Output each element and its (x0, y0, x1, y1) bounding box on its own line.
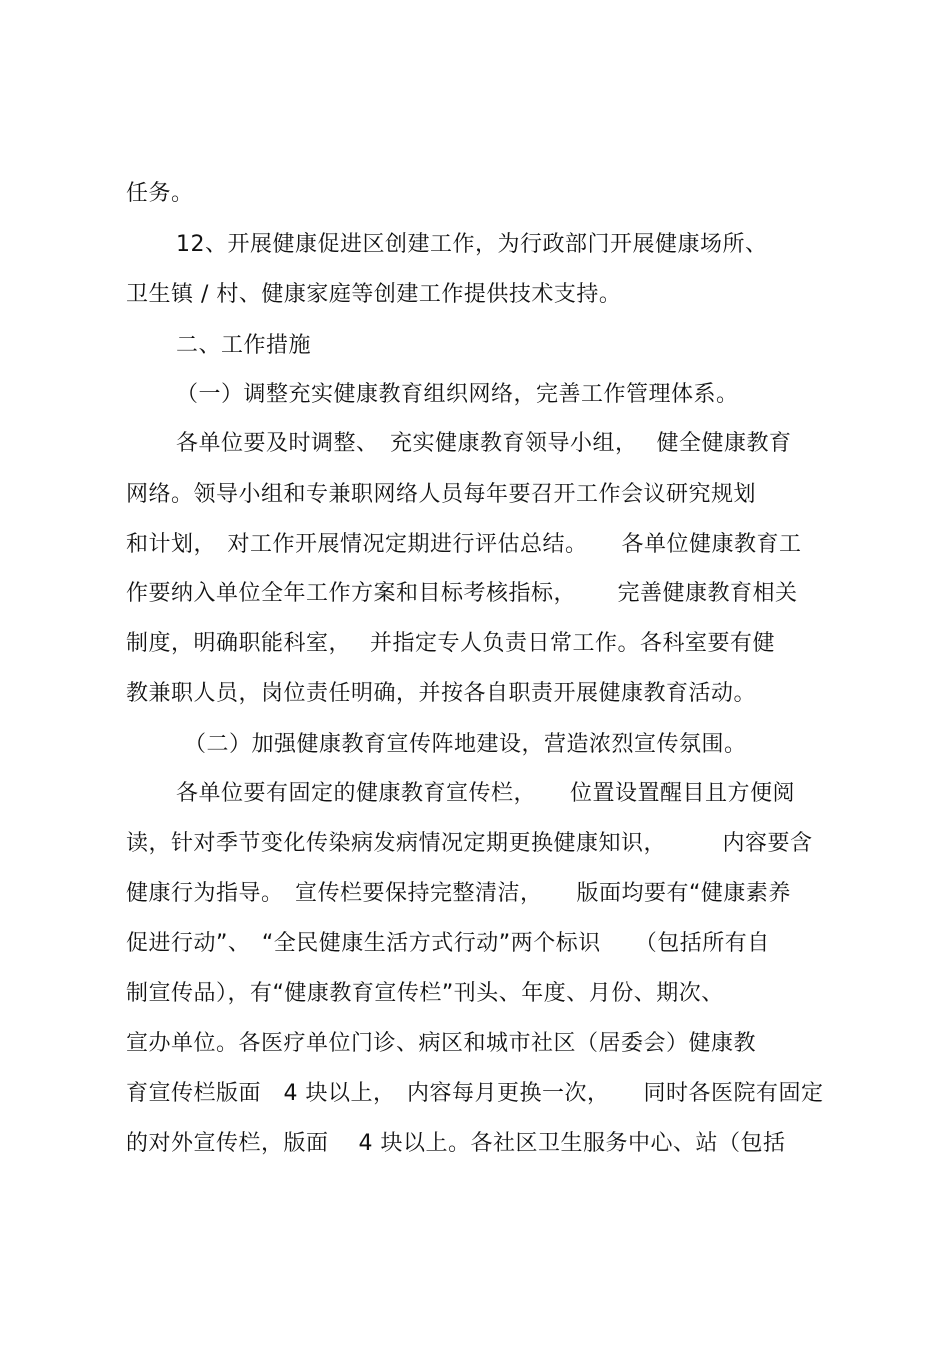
text-line: 卫生镇 / 村、健康家庭等创建工作提供技术支持。 (126, 282, 622, 307)
text-line: 制宣传品），有“健康教育宣传栏”刊头、年度、月份、期次、 (126, 981, 724, 1006)
text-line: 健康行为指导。 宣传栏要保持完整清洁， 版面均要有“健康素养 (126, 881, 791, 906)
section-heading: 二、工作措施 (176, 333, 312, 358)
text-line: 网络。领导小组和专兼职网络人员每年要召开工作会议研究规划 (126, 482, 757, 507)
text-line: 的对外宣传栏，版面 4 块以上。各社区卫生服务中心、站（包括 (126, 1131, 786, 1156)
text-line: 读，针对季节变化传染病发病情况定期更换健康知识， 内容要含 (126, 831, 813, 856)
text-line: 作要纳入单位全年工作方案和目标考核指标， 完善健康教育相关 (126, 581, 798, 606)
text-line: 育宣传栏版面 4 块以上， 内容每月更换一次， 同时各医院有固定 (126, 1081, 824, 1106)
subsection-heading: （一）调整充实健康教育组织网络，完善工作管理体系。 (176, 382, 739, 407)
text-line: 宣办单位。各医疗单位门诊、病区和城市社区（居委会）健康教 (126, 1031, 757, 1056)
text-line: 和计划， 对工作开展情况定期进行评估总结。 各单位健康教育工 (126, 532, 802, 557)
text-line: 促进行动”、 “全民健康生活方式行动”两个标识 （包括所有自 (126, 931, 770, 956)
text-line: 制度，明确职能科室， 并指定专人负责日常工作。各科室要有健 (126, 631, 775, 656)
text-line: 任务。 (126, 181, 194, 206)
text-line: 各单位要及时调整、 充实健康教育领导小组， 健全健康教育 (176, 431, 792, 456)
text-line: 各单位要有固定的健康教育宣传栏， 位置设置醒目且方便阅 (176, 781, 796, 806)
text-line: 12、开展健康促进区创建工作，为行政部门开展健康场所、 (176, 232, 768, 257)
text-line: 教兼职人员，岗位责任明确，并按各自职责开展健康教育活动。 (126, 681, 757, 706)
subsection-heading: （二）加强健康教育宣传阵地建设，营造浓烈宣传氛围。 (184, 732, 747, 757)
